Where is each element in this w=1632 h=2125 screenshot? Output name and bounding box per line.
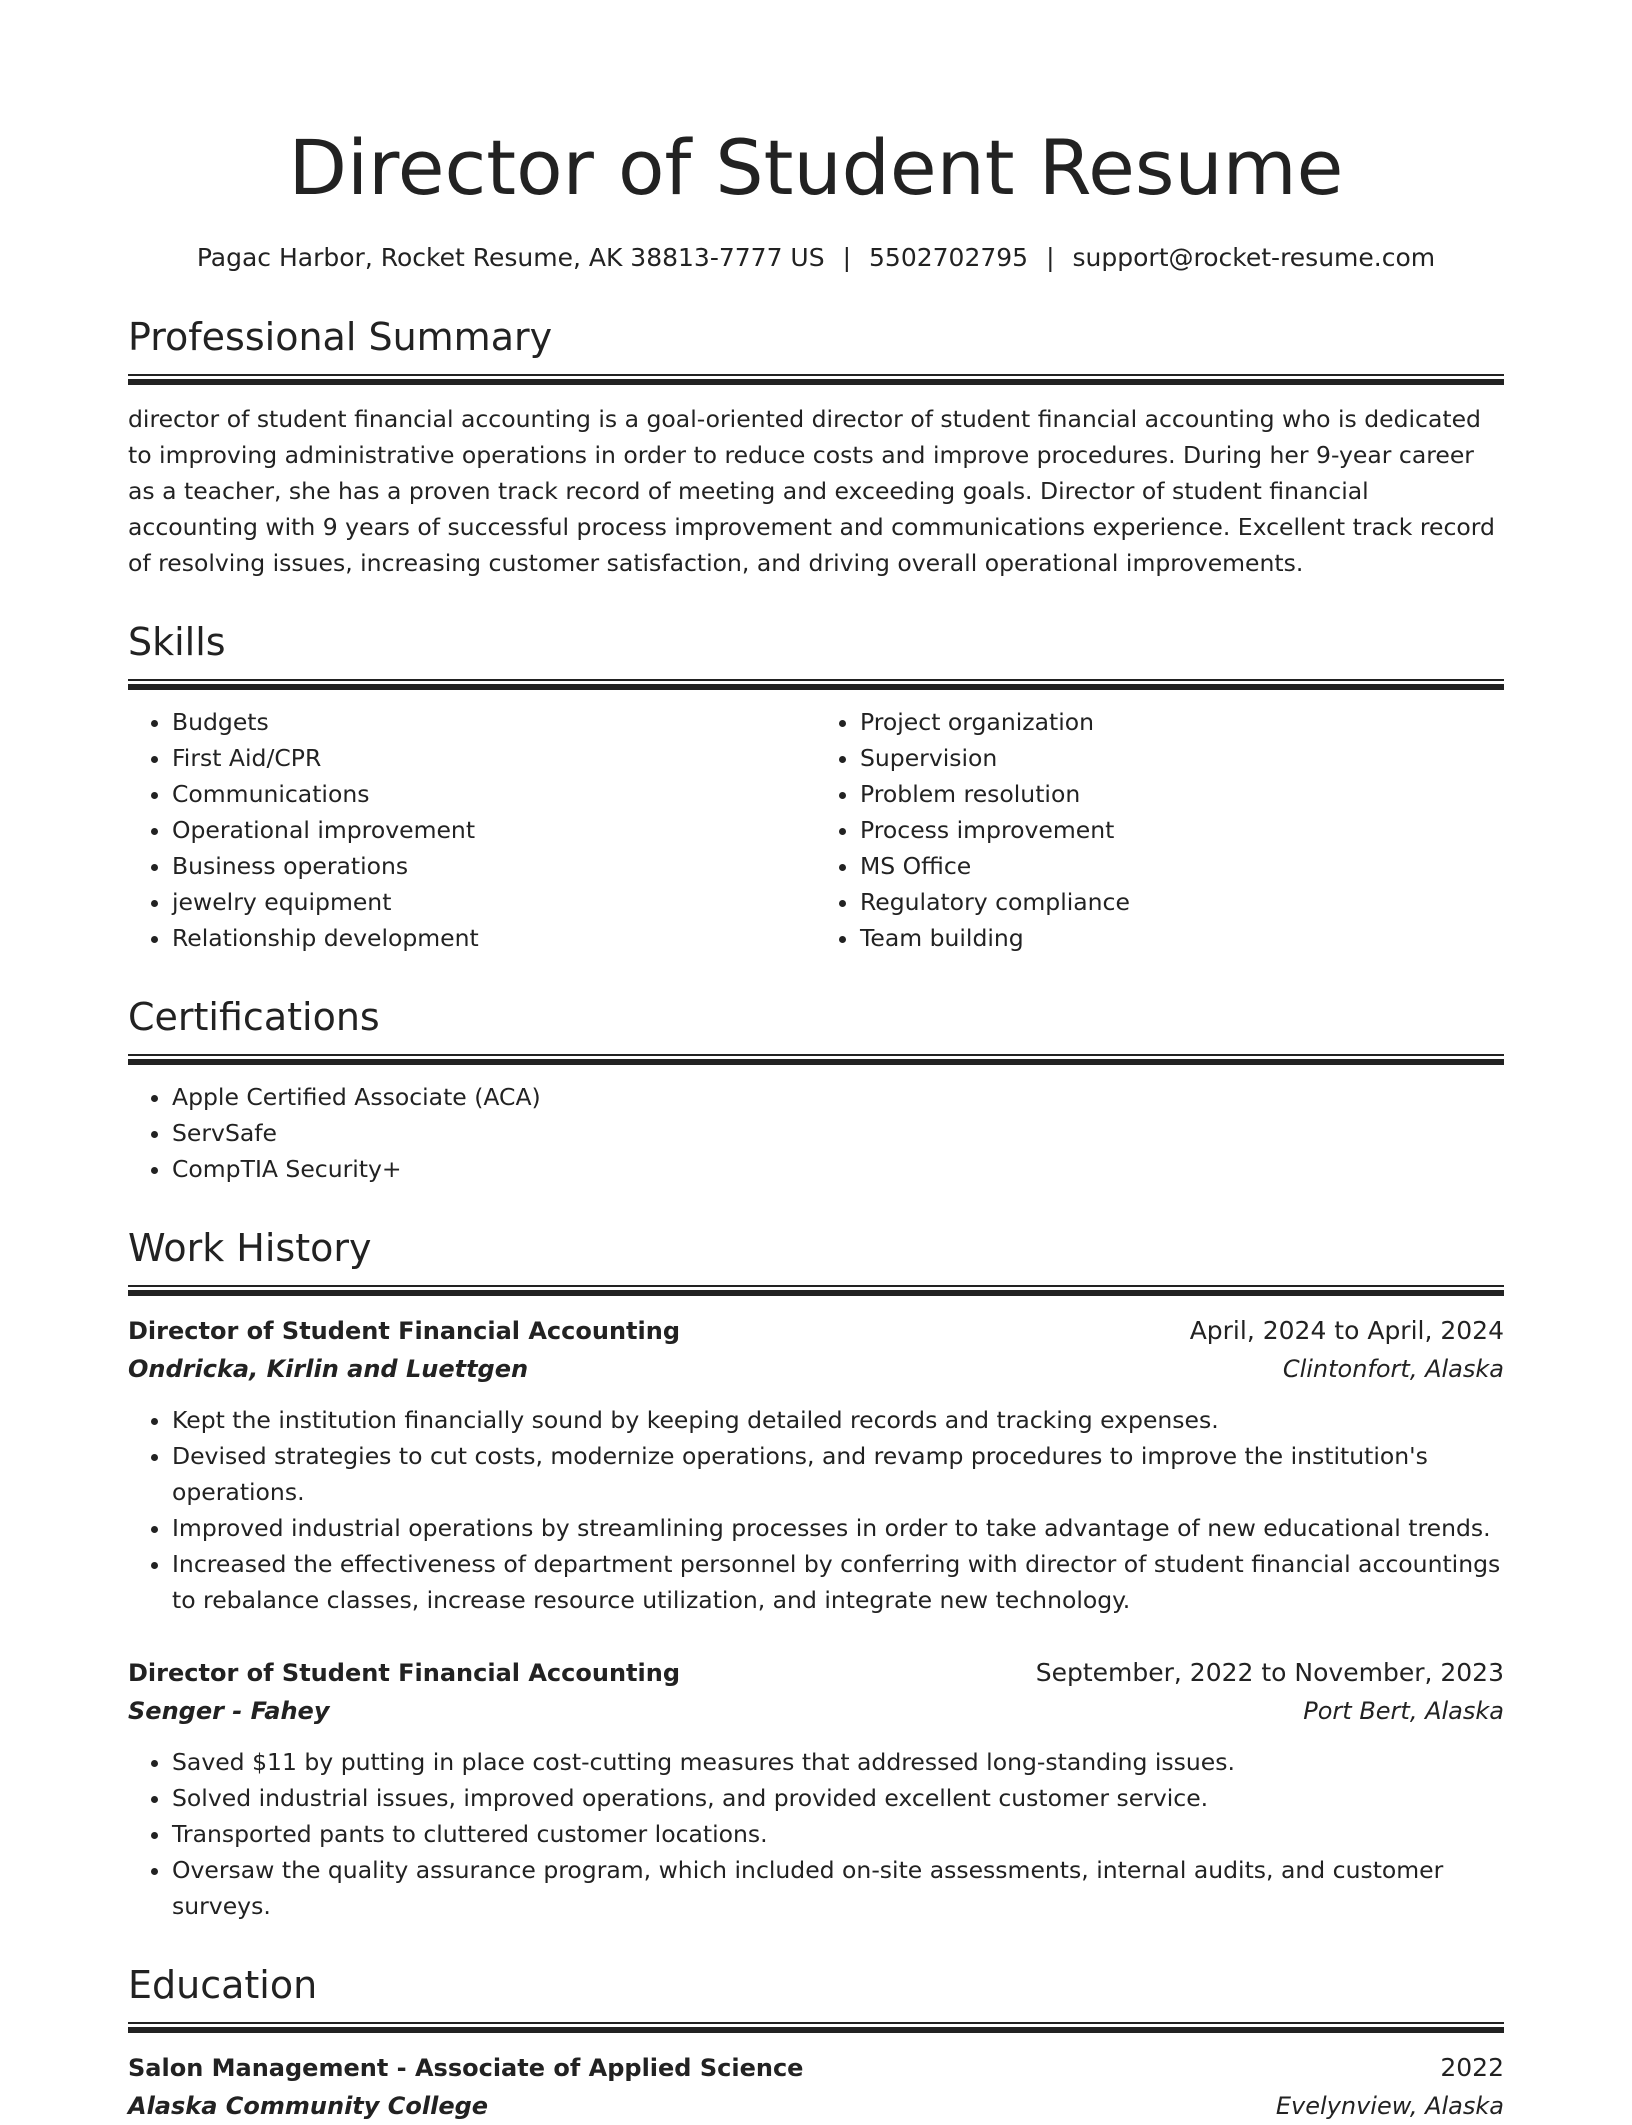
job-bullet: • Kept the institution financially sound by keeping detailed records and tracking expenses. <box>172 1402 1504 1438</box>
job-bullets <box>128 1402 1504 1618</box>
skills-grid <box>128 704 1504 956</box>
contact-separator: | <box>1046 243 1055 272</box>
education-entry <box>128 2049 1504 2125</box>
contact-line <box>128 240 1504 276</box>
job-header-row <box>128 1654 1504 1692</box>
skill-item: • Communications <box>172 776 816 812</box>
contact-separator: | <box>842 243 852 272</box>
summary-section <box>128 314 1504 581</box>
skill-item: • Project organization <box>860 704 1504 740</box>
job-location: Clintonfort, Alaska <box>1282 1355 1504 1383</box>
section-title-summary: Professional Summary <box>128 315 553 359</box>
job-bullet: • Devised strategies to cut costs, modernize operations, and revamp procedures to improve the institution's operations. <box>172 1438 1504 1510</box>
skill-item: • First Aid/CPR <box>172 740 816 776</box>
job-employer: Senger - Fahey <box>128 1697 330 1725</box>
job-role: Director of Student Financial Accounting <box>128 1317 681 1345</box>
education-degree: Salon Management - Associate of Applied Science <box>128 2054 804 2082</box>
skill-item: • Problem resolution <box>860 776 1504 812</box>
skills-list-right <box>816 704 1504 956</box>
certification-item: • Apple Certified Associate (ACA) <box>172 1079 1504 1115</box>
section-divider <box>128 679 1504 690</box>
section-divider <box>128 374 1504 385</box>
skill-item: • Operational improvement <box>172 812 816 848</box>
job-bullet: • Improved industrial operations by streamlining processes in order to take advantage of new educational trends. <box>172 1510 1504 1546</box>
job-entry <box>128 1312 1504 1618</box>
job-bullet: • Oversaw the quality assurance program, which included on-site assessments, internal audits, and customer surveys. <box>172 1852 1504 1924</box>
job-dates: September, 2022 to November, 2023 <box>1035 1658 1504 1687</box>
skills-section <box>128 619 1504 956</box>
job-bullet: • Increased the effectiveness of department personnel by conferring with director of student financial accountings to rebalance classes, increase resource utilization, and integrate new technology. <box>172 1546 1504 1618</box>
certification-item: • ServSafe <box>172 1115 1504 1151</box>
job-bullets <box>128 1744 1504 1924</box>
job-bullet: • Saved $11 by putting in place cost-cutting measures that addressed long-standing issues. <box>172 1744 1504 1780</box>
skill-item: • Team building <box>860 920 1504 956</box>
contact-phone: 5502702795 <box>869 243 1029 272</box>
job-employer-row <box>128 1692 1504 1730</box>
skill-item: • Supervision <box>860 740 1504 776</box>
education-degree-row <box>128 2049 1504 2087</box>
job-role: Director of Student Financial Accounting <box>128 1659 681 1687</box>
contact-address: Pagac Harbor, Rocket Resume, AK 38813-7777 US <box>196 243 825 272</box>
section-divider <box>128 1285 1504 1296</box>
certification-item: • CompTIA Security+ <box>172 1151 1504 1187</box>
section-title-education: Education <box>128 1963 318 2007</box>
skill-item: • Business operations <box>172 848 816 884</box>
skills-list-left <box>128 704 816 956</box>
skill-item: • MS Office <box>860 848 1504 884</box>
work-history-section <box>128 1225 1504 1924</box>
skill-item: • Regulatory compliance <box>860 884 1504 920</box>
education-year: 2022 <box>1440 2053 1504 2082</box>
education-school: Alaska Community College <box>128 2092 489 2120</box>
education-section <box>128 1962 1504 2125</box>
job-bullet: • Solved industrial issues, improved operations, and provided excellent customer service. <box>172 1780 1504 1816</box>
summary-text: director of student financial accounting is a goal-oriented director of student financial accounting who is dedicated to improving administrative operations in order to reduce costs and improve procedures. During her 9-year career as a teacher, she has a proven track record of meeting and exceeding goals. Director of student financial accounting with 9 years of successful process improvement and communications experience. Excellent track record of resolving issues, increasing customer satisfaction, and driving overall operational improvements. <box>128 405 1495 577</box>
job-bullet: • Transported pants to cluttered customer locations. <box>172 1816 1504 1852</box>
job-location: Port Bert, Alaska <box>1303 1697 1504 1725</box>
job-dates: April, 2024 to April, 2024 <box>1189 1316 1504 1345</box>
skill-item: • Budgets <box>172 704 816 740</box>
section-title-skills: Skills <box>128 620 226 664</box>
certifications-list <box>128 1079 1504 1187</box>
skill-item: • jewelry equipment <box>172 884 816 920</box>
skill-item: • Process improvement <box>860 812 1504 848</box>
job-entry <box>128 1654 1504 1924</box>
section-divider <box>128 2022 1504 2033</box>
skill-item: • Relationship development <box>172 920 816 956</box>
section-title-work-history: Work History <box>128 1226 372 1270</box>
section-divider <box>128 1054 1504 1065</box>
page-title: Director of Student Resume <box>288 123 1344 212</box>
education-location: Evelynview, Alaska <box>1275 2092 1504 2120</box>
education-school-row <box>128 2087 1504 2125</box>
certifications-section <box>128 994 1504 1187</box>
section-title-certifications: Certifications <box>128 995 380 1039</box>
job-employer: Ondricka, Kirlin and Luettgen <box>128 1355 529 1383</box>
job-employer-row <box>128 1350 1504 1388</box>
contact-email: support@rocket-resume.com <box>1072 243 1436 272</box>
job-header-row <box>128 1312 1504 1350</box>
